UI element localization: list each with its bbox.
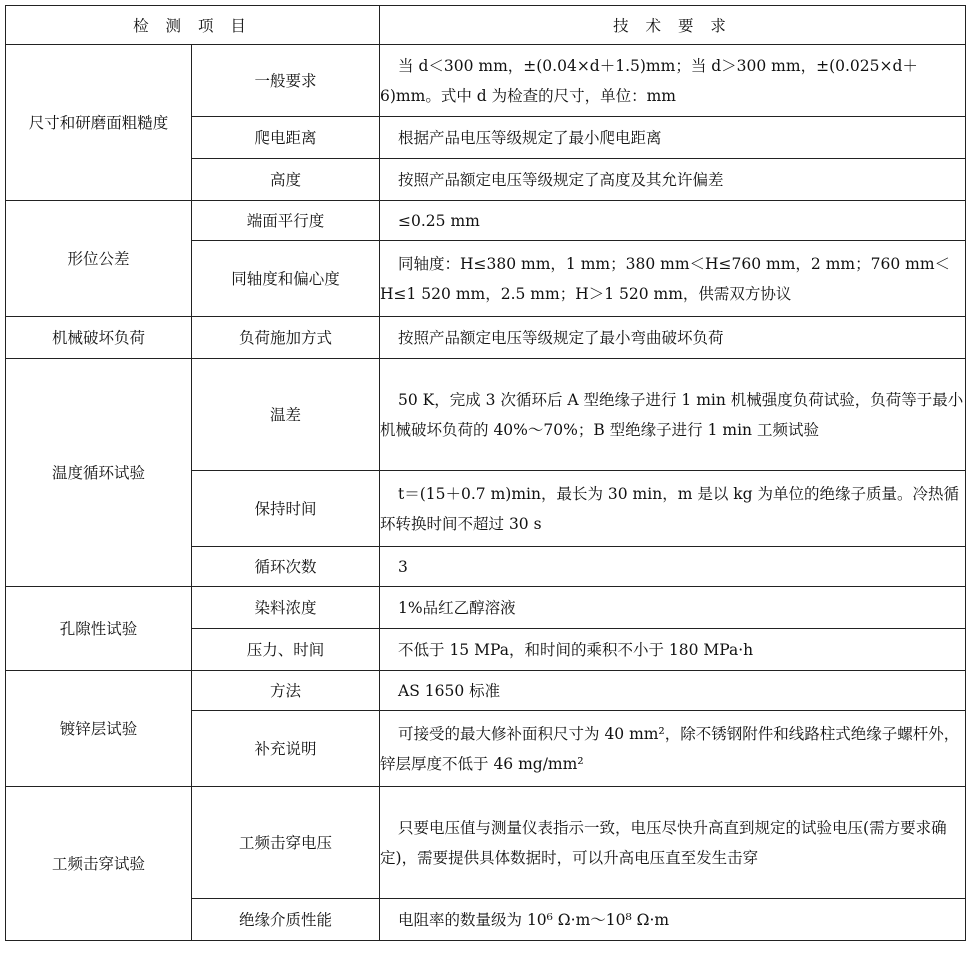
header-test-item: 检 测 项 目 <box>6 6 380 45</box>
table-row <box>6 359 966 471</box>
test-item-cell: 镀锌层试验 <box>6 671 192 787</box>
sub-item-cell: 爬电距离 <box>192 117 380 159</box>
requirement-cell: ≤0.25 mm <box>380 201 966 241</box>
requirement-cell: 电阻率的数量级为 10⁶ Ω·m～10⁸ Ω·m <box>380 899 966 941</box>
sub-item-cell: 补充说明 <box>192 711 380 787</box>
table-row <box>6 671 966 711</box>
test-item-cell: 尺寸和研磨面粗糙度 <box>6 45 192 201</box>
sub-item-cell: 保持时间 <box>192 471 380 547</box>
test-item-cell: 机械破坏负荷 <box>6 317 192 359</box>
requirement-cell: 按照产品额定电压等级规定了高度及其允许偏差 <box>380 159 966 201</box>
test-item-cell: 孔隙性试验 <box>6 587 192 671</box>
requirement-cell: 不低于 15 MPa，和时间的乘积不小于 180 MPa·h <box>380 629 966 671</box>
sub-item-cell: 一般要求 <box>192 45 380 117</box>
header-row <box>6 6 966 45</box>
requirement-cell: 根据产品电压等级规定了最小爬电距离 <box>380 117 966 159</box>
test-requirements-table <box>5 5 966 941</box>
requirement-cell: AS 1650 标准 <box>380 671 966 711</box>
requirement-cell: 3 <box>380 547 966 587</box>
requirement-cell: 只要电压值与测量仪表指示一致，电压尽快升高直到规定的试验电压(需方要求确定)，需要提供具体数据时，可以升高电压直至发生击穿 <box>380 787 966 899</box>
requirement-cell: 50 K，完成 3 次循环后 A 型绝缘子进行 1 min 机械强度负荷试验，负荷等于最小机械破坏负荷的 40%～70%；B 型绝缘子进行 1 min 工频试验 <box>380 359 966 471</box>
sub-item-cell: 循环次数 <box>192 547 380 587</box>
requirement-cell: t＝(15＋0.7 m)min，最长为 30 min，m 是以 kg 为单位的绝缘子质量。冷热循环转换时间不超过 30 s <box>380 471 966 547</box>
sub-item-cell: 工频击穿电压 <box>192 787 380 899</box>
sub-item-cell: 方法 <box>192 671 380 711</box>
sub-item-cell: 高度 <box>192 159 380 201</box>
sub-item-cell: 端面平行度 <box>192 201 380 241</box>
table-row <box>6 201 966 241</box>
sub-item-cell: 温差 <box>192 359 380 471</box>
requirement-cell: 1%品红乙醇溶液 <box>380 587 966 629</box>
sub-item-cell: 绝缘介质性能 <box>192 899 380 941</box>
sub-item-cell: 压力、时间 <box>192 629 380 671</box>
requirement-cell: 按照产品额定电压等级规定了最小弯曲破坏负荷 <box>380 317 966 359</box>
sub-item-cell: 负荷施加方式 <box>192 317 380 359</box>
test-item-cell: 工频击穿试验 <box>6 787 192 941</box>
sub-item-cell: 染料浓度 <box>192 587 380 629</box>
requirement-cell: 同轴度：H≤380 mm，1 mm；380 mm＜H≤760 mm，2 mm；760 mm＜H≤1 520 mm，2.5 mm；H＞1 520 mm，供需双方协议 <box>380 241 966 317</box>
test-item-cell: 形位公差 <box>6 201 192 317</box>
header-technical-requirement: 技 术 要 求 <box>380 6 966 45</box>
table-row <box>6 45 966 117</box>
spec-table-wrapper <box>5 5 966 941</box>
table-row <box>6 587 966 629</box>
sub-item-cell: 同轴度和偏心度 <box>192 241 380 317</box>
table-row <box>6 317 966 359</box>
requirement-cell: 可接受的最大修补面积尺寸为 40 mm²，除不锈钢附件和线路柱式绝缘子螺杆外，锌层厚度不低于 46 mg/mm² <box>380 711 966 787</box>
table-row <box>6 787 966 899</box>
test-item-cell: 温度循环试验 <box>6 359 192 587</box>
requirement-cell: 当 d＜300 mm，±(0.04×d＋1.5)mm；当 d＞300 mm，±(0.025×d＋6)mm。式中 d 为检查的尺寸，单位：mm <box>380 45 966 117</box>
